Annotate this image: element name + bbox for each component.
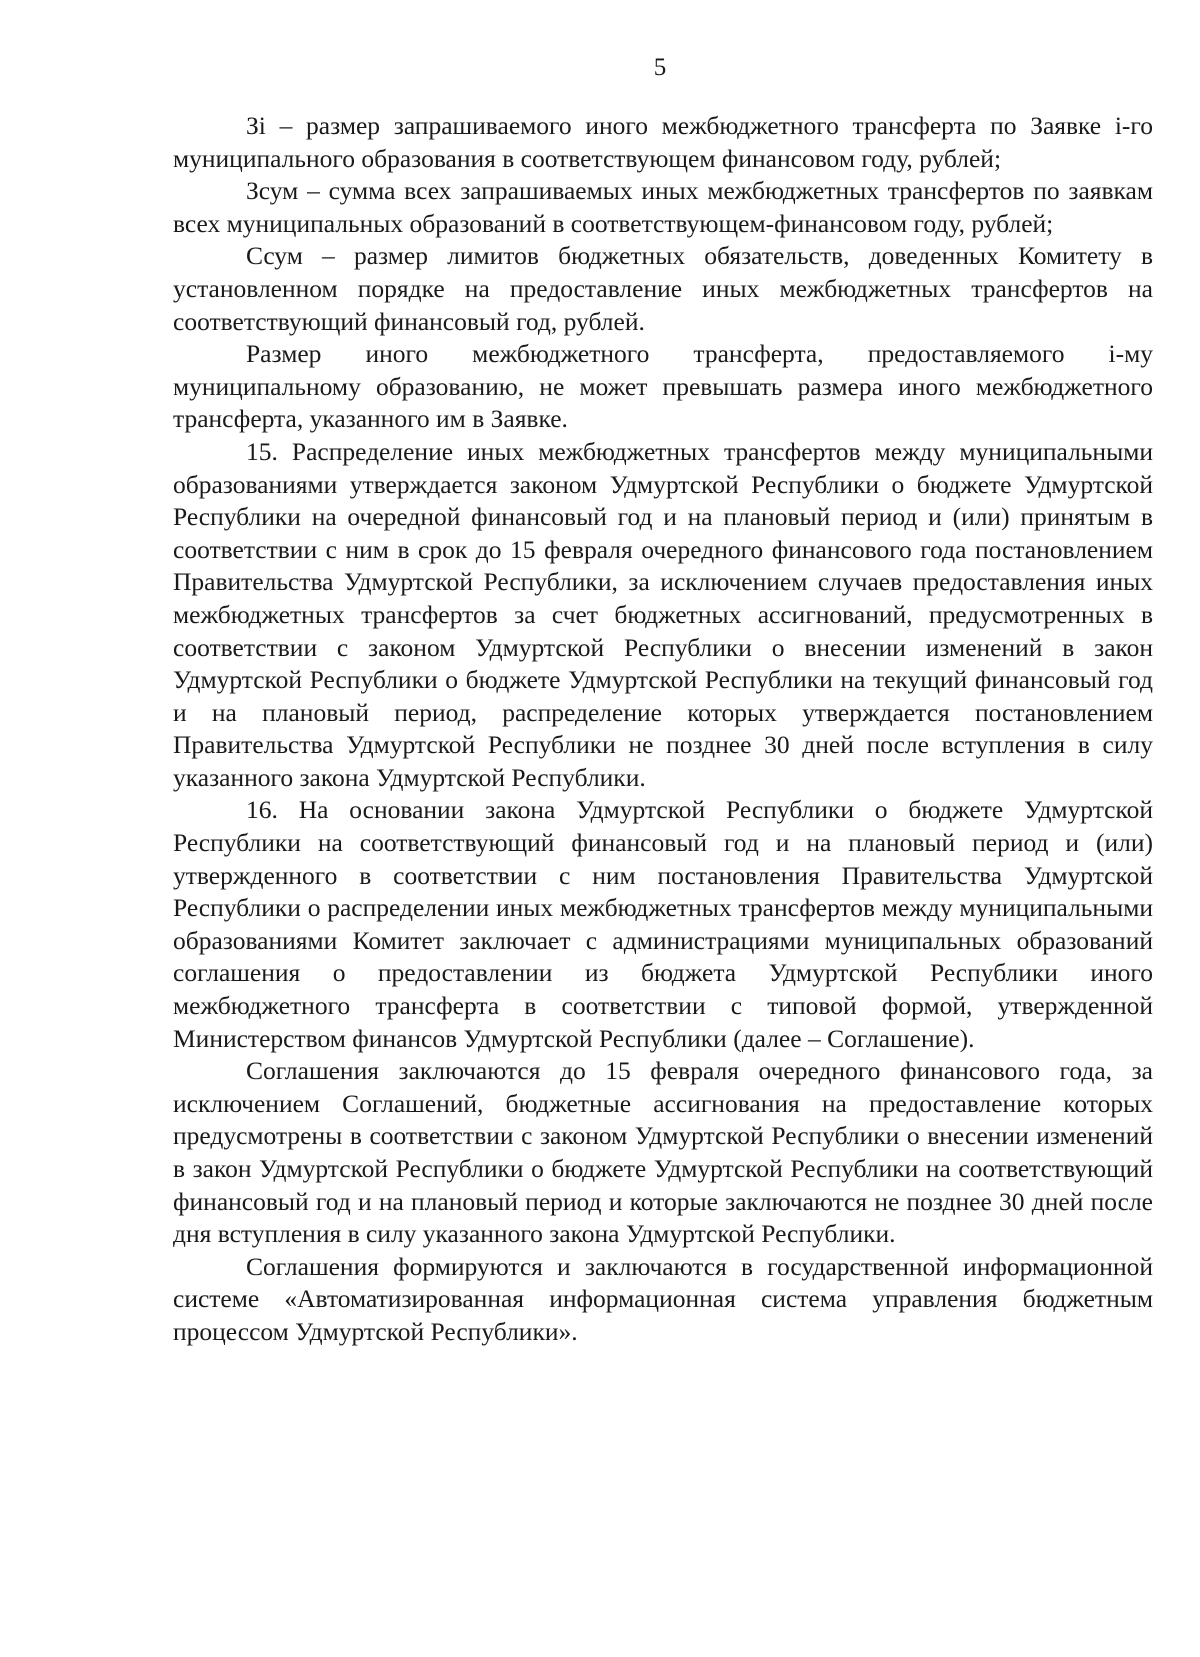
paragraph-item-16: 16. На основании закона Удмуртской Республики о бюджете Удмуртской Республики на соответствующий финансовый год и на плановый период и (или) утвержденного в соответствии с ним постановления Правительства Удмуртской Республики о распределении иных межбюджетных трансфертов между муниципальными образованиями Комитет заключает с администрациями муниципальных образований соглашения о предоставлении из бюджета Удмуртской Республики иного межбюджетного трансферта в соответствии с типовой формой, утвержденной Министерством финансов Удмуртской Республики (далее – Соглашение). bbox=[173, 795, 1153, 1053]
page-number: 5 bbox=[653, 54, 667, 81]
paragraph-agreements-system: Соглашения формируются и заключаются в государственной информационной системе «Автоматизированная информационная система управления бюджетным процессом Удмуртской Республики». bbox=[173, 1251, 1153, 1346]
paragraph-agreements-deadline: Соглашения заключаются до 15 февраля очередного финансового года, за исключением Соглашений, бюджетные ассигнования на предоставление которых предусмотрены в соответствии с законом Удмуртской Республики о внесении изменений в закон Удмуртской Республики о бюджете Удмуртской Республики на соответствующий финансовый год и на плановый период и которые заключаются не позднее 30 дней после дня вступления в силу указанного закона Удмуртской Республики. bbox=[173, 1056, 1153, 1249]
paragraph-item-15: 15. Распределение иных межбюджетных трансфертов между муниципальными образованиями утверждается законом Удмуртской Республики о бюджете Удмуртской Республики на очередной финансовый год и на плановый период и (или) принятым в соответствии с ним в срок до 15 февраля очередного финансового года постановлением Правительства Удмуртской Республики, за исключением случаев предоставления иных межбюджетных трансфертов за счет бюджетных ассигнований, предусмотренных в соответствии с законом Удмуртской Республики о внесении изменений в закон Удмуртской Республики о бюджете Удмуртской Республики на текущий финансовый год и на плановый период, распределение которых утверждается постановлением Правительства Удмуртской Республики не позднее 30 дней после вступления в силу указанного закона Удмуртской Республики. bbox=[173, 436, 1153, 792]
paragraph-ssum-definition: Ссум – размер лимитов бюджетных обязательств, доведенных Комитету в установленном порядке на предоставление иных межбюджетных трансфертов на соответствующий финансовый год, рублей. bbox=[173, 241, 1153, 336]
document-body bbox=[173, 110, 1153, 1349]
paragraph-zi-definition: Зi – размер запрашиваемого иного межбюджетного трансферта по Заявке i-го муниципального образования в соответствующем финансовом году, рублей; bbox=[173, 111, 1153, 173]
paragraph-transfer-size-limit: Размер иного межбюджетного трансферта, предоставляемого i-му муниципальному образованию, не может превышать размера иного межбюджетного трансферта, указанного им в Заявке. bbox=[173, 339, 1153, 434]
paragraph-zsum-definition: Зсум – сумма всех запрашиваемых иных межбюджетных трансфертов по заявкам всех муниципальных образований в соответствующем-финансовом году, рублей; bbox=[173, 176, 1153, 238]
